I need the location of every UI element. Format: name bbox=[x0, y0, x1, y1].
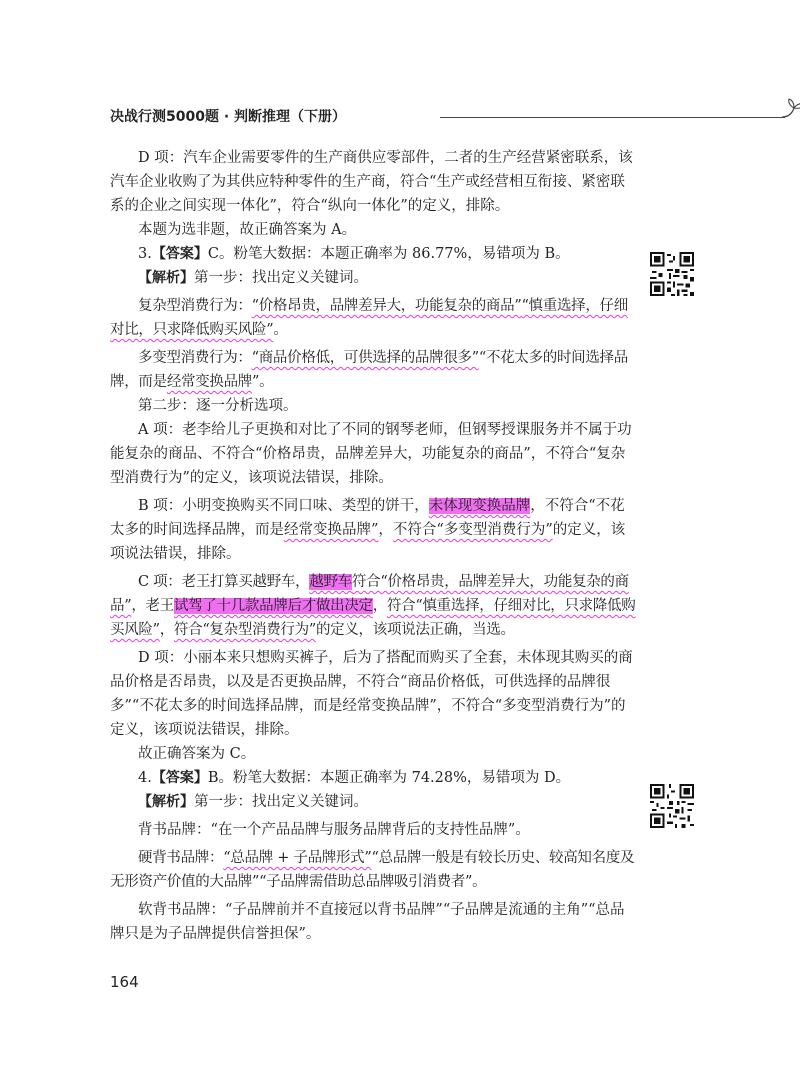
text: C 项：老王打算买越野车， bbox=[138, 574, 310, 590]
q4-def-soft: 软背书品牌：“子品牌前并不直接冠以背书品牌”“子品牌是流通的主角”“总品牌只是为子品牌提供信誉担保”。 bbox=[110, 902, 625, 942]
punct: ， bbox=[378, 522, 393, 538]
punct: 。 bbox=[273, 322, 288, 338]
page-body bbox=[110, 146, 636, 946]
page-number: 164 bbox=[110, 973, 139, 991]
q3-option-c bbox=[110, 570, 636, 642]
q4-def-hard bbox=[110, 846, 636, 894]
book-title: 决战行测5000题 · 判断推理（下册） bbox=[110, 109, 347, 125]
punct: ， bbox=[372, 598, 387, 614]
q4-answer-tag: 【答案】 bbox=[151, 770, 208, 786]
sprout-icon bbox=[778, 94, 800, 118]
q3-def-complex bbox=[110, 294, 636, 342]
highlight: 试驾了十几款品牌后才做出决定 bbox=[173, 598, 373, 614]
highlight: 未体现变换品牌 bbox=[428, 498, 531, 514]
keyword-underline: “商品价格低，可供选择的品牌很多” bbox=[251, 350, 479, 366]
def-term: 复杂型消费行为： bbox=[138, 298, 252, 314]
def-term: 硬背书品牌： bbox=[138, 850, 224, 866]
q3-def-variety bbox=[110, 346, 636, 394]
q3-analysis-text: 第一步：找出定义关键词。 bbox=[194, 270, 368, 286]
keyword-underline: “慎重选择，仔细对比，只求降低购买风险” bbox=[110, 298, 628, 338]
q3-option-a: A 项：老李给儿子更换和对比了不同的钢琴老师，但钢琴授课服务并不属于功能复杂的商品、不符合“价格昂贵，品牌差异大，功能复杂的商品”，不符合“复杂型消费行为”的定义，该项说法错误，排除。 bbox=[110, 422, 632, 486]
keyword-underline: 符合“价格昂贵，品牌差异大，功能复杂的商品” bbox=[110, 574, 629, 614]
q4-analysis-tag: 【解析】 bbox=[138, 794, 194, 810]
keyword-underline: “价格昂贵，品牌差异大，功能复杂的商品” bbox=[251, 298, 522, 314]
q3-answer-line bbox=[110, 242, 636, 266]
q3-answer-tag: 【答案】 bbox=[151, 246, 208, 262]
highlight: 越野车 bbox=[309, 574, 352, 590]
keyword-underline: “总品牌 + 子品牌形式” bbox=[223, 850, 372, 866]
q3-option-b bbox=[110, 494, 636, 566]
keyword-underline: 符合“复杂型消费行为” bbox=[173, 622, 316, 638]
q4-analysis-text: 第一步：找出定义关键词。 bbox=[194, 794, 368, 810]
q3-number: 3. bbox=[138, 246, 152, 262]
running-header bbox=[110, 106, 710, 126]
q4-analysis-line bbox=[110, 790, 636, 814]
keyword-underline: 不符合“多变型消费行为” bbox=[392, 522, 553, 538]
keyword-underline: 符合“慎重选择，仔细对比，只求降低购买风险” bbox=[110, 598, 636, 638]
qr-code-q3[interactable] bbox=[650, 252, 694, 296]
text: 的定义，该项说法错误，排除。 bbox=[110, 522, 626, 562]
q3-analysis-line bbox=[110, 266, 636, 290]
keyword-underline: 经常变换品牌” bbox=[284, 522, 379, 538]
def-term: 多变型消费行为： bbox=[138, 350, 252, 366]
paragraph-prev-answer: 本题为选非题，故正确答案为 A。 bbox=[138, 222, 357, 238]
q3-analysis-tag: 【解析】 bbox=[138, 270, 194, 286]
keyword-underline: 经常变换品牌 bbox=[166, 374, 253, 390]
text: “不花太多的时间选择品牌，而是 bbox=[110, 350, 628, 390]
q3-option-d: D 项：小丽本来只想购买裤子，后为了搭配而购买了全套，未体现其购买的商品价格是否昂贵，以及是否更换品牌，不符合“商品价格低，可供选择的品牌很多”“不花太多的时间选择品牌，而是经常变换品牌”，不符合“多变型消费行为”的定义，该项说法错误，排除。 bbox=[110, 650, 633, 738]
q3-answer-text: C。粉笔大数据：本题正确率为 86.77%，易错项为 B。 bbox=[207, 246, 570, 262]
q4-answer-line bbox=[110, 766, 636, 790]
q3-step2: 第二步：逐一分析选项。 bbox=[138, 398, 298, 414]
q3-final-answer: 故正确答案为 C。 bbox=[138, 746, 256, 762]
punct: ”。 bbox=[252, 374, 274, 390]
punct: ， bbox=[159, 622, 174, 638]
text: “总品牌一般是有较长历史、较高知名度及无形资产价值的大品牌”“子品牌需借助总品牌吸引消费者”。 bbox=[110, 850, 635, 890]
paragraph-d-option-prev: D 项：汽车企业需要零件的生产商供应零部件，二者的生产经营紧密联系，该汽车企业收购了为其供应特种零件的生产商，符合“生产或经营相互衔接、紧密联系的企业之间实现一体化”，符合“纵向一体化”的定义，排除。 bbox=[110, 150, 633, 214]
q4-def-endorse: 背书品牌：“在一个产品品牌与服务品牌背后的支持性品牌”。 bbox=[138, 822, 530, 838]
q4-answer-text: B。粉笔大数据：本题正确率为 74.28%，易错项为 D。 bbox=[207, 770, 571, 786]
qr-code-q4[interactable] bbox=[650, 784, 694, 828]
text: ，老王 bbox=[131, 598, 174, 614]
text: 的定义，该项说法正确，当选。 bbox=[315, 622, 515, 638]
text: B 项：小明变换购买不同口味、类型的饼干， bbox=[138, 498, 429, 514]
header-rule bbox=[440, 117, 785, 118]
q4-number: 4. bbox=[138, 770, 152, 786]
text: ，不符合“不花太多的时间选择品牌，而是 bbox=[110, 498, 625, 538]
